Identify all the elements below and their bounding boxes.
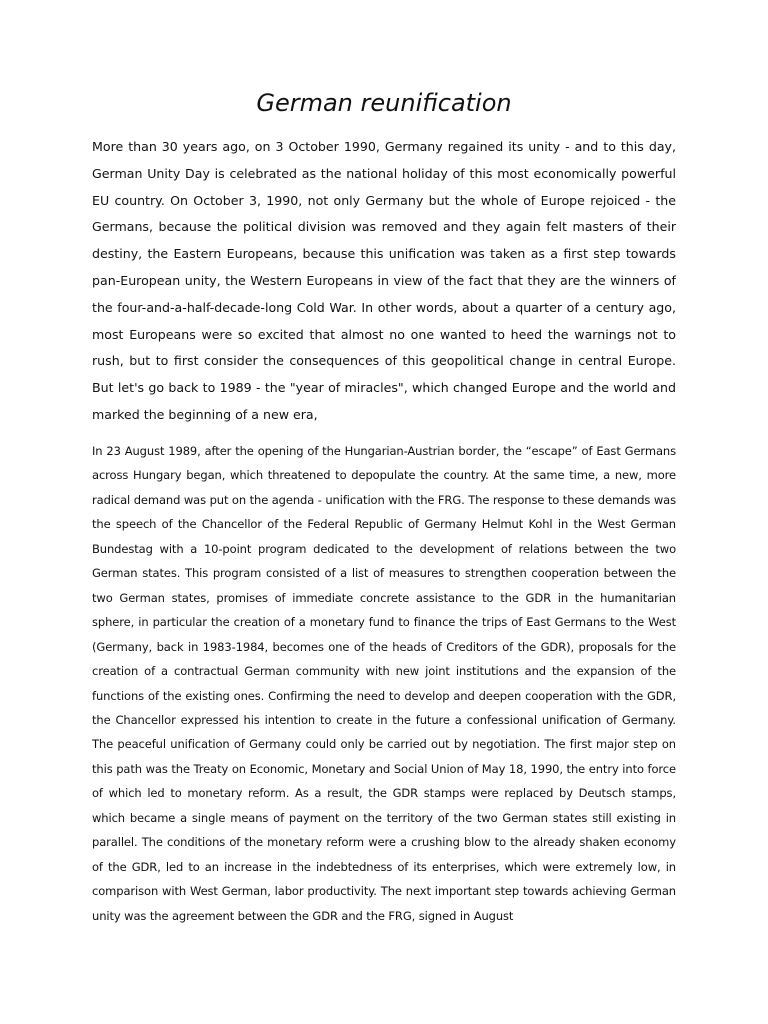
paragraph-2: In 23 August 1989, after the opening of the Hungarian-Austrian border, the “escape” of East Germans across Hungary began, which threatened to depopulate the country. At the same time, a new, more radical demand was put on the agenda - unification with the FRG. The response to these demands was the speech of the Chancellor of the Federal Republic of Germany Helmut Kohl in the West German Bundestag with a 10-point program dedicated to the development of relations between the two German states. This program consisted of a list of measures to strengthen cooperation between the two German states, promises of immediate concrete assistance to the GDR in the humanitarian sphere, in particular the creation of a monetary fund to finance the trips of East Germans to the West (Germany, back in 1983-1984, becomes one of the heads of Creditors of the GDR), proposals for the creation of a contractual German community with new joint institutions and the expansion of the functions of the existing ones. Confirming the need to develop and deepen cooperation with the GDR, the Chancellor expressed his intention to create in the future a confessional unification of Germany. The peaceful unification of Germany could only be carried out by negotiation. The first major step on this path was the Treaty on Economic, Monetary and Social Union of May 18, 1990, the entry into force of which led to monetary reform. As a result, the GDR stamps were replaced by Deutsch stamps, which became a single means of payment on the territory of the two German states still existing in parallel. The conditions of the monetary reform were a crushing blow to the already shaken economy of the GDR, led to an increase in the indebtedness of its enterprises, which were extremely low, in comparison with West German, labor productivity. The next important step towards achieving German unity was the agreement between the GDR and the FRG, signed in August [92,444,676,923]
paragraph-1: More than 30 years ago, on 3 October 1990, Germany regained its unity - and to this day, German Unity Day is celebrated as the national holiday of this most economically powerful EU country. On October 3, 1990, not only Germany but the whole of Europe rejoiced - the Germans, because the political division was removed and they again felt masters of their destiny, the Eastern Europeans, because this unification was taken as a first step towards pan-European unity, the Western Europeans in view of the fact that they are the winners of the four-and-a-half-decade-long Cold War. In other words, about a quarter of a century ago, most Europeans were so excited that almost no one wanted to heed the warnings not to rush, but to first consider the consequences of this geopolitical change in central Europe. But let's go back to 1989 - the "year of miracles", which changed Europe and the world and marked the beginning of a new era, [92,139,676,422]
document-title: German reunification [256,89,512,117]
